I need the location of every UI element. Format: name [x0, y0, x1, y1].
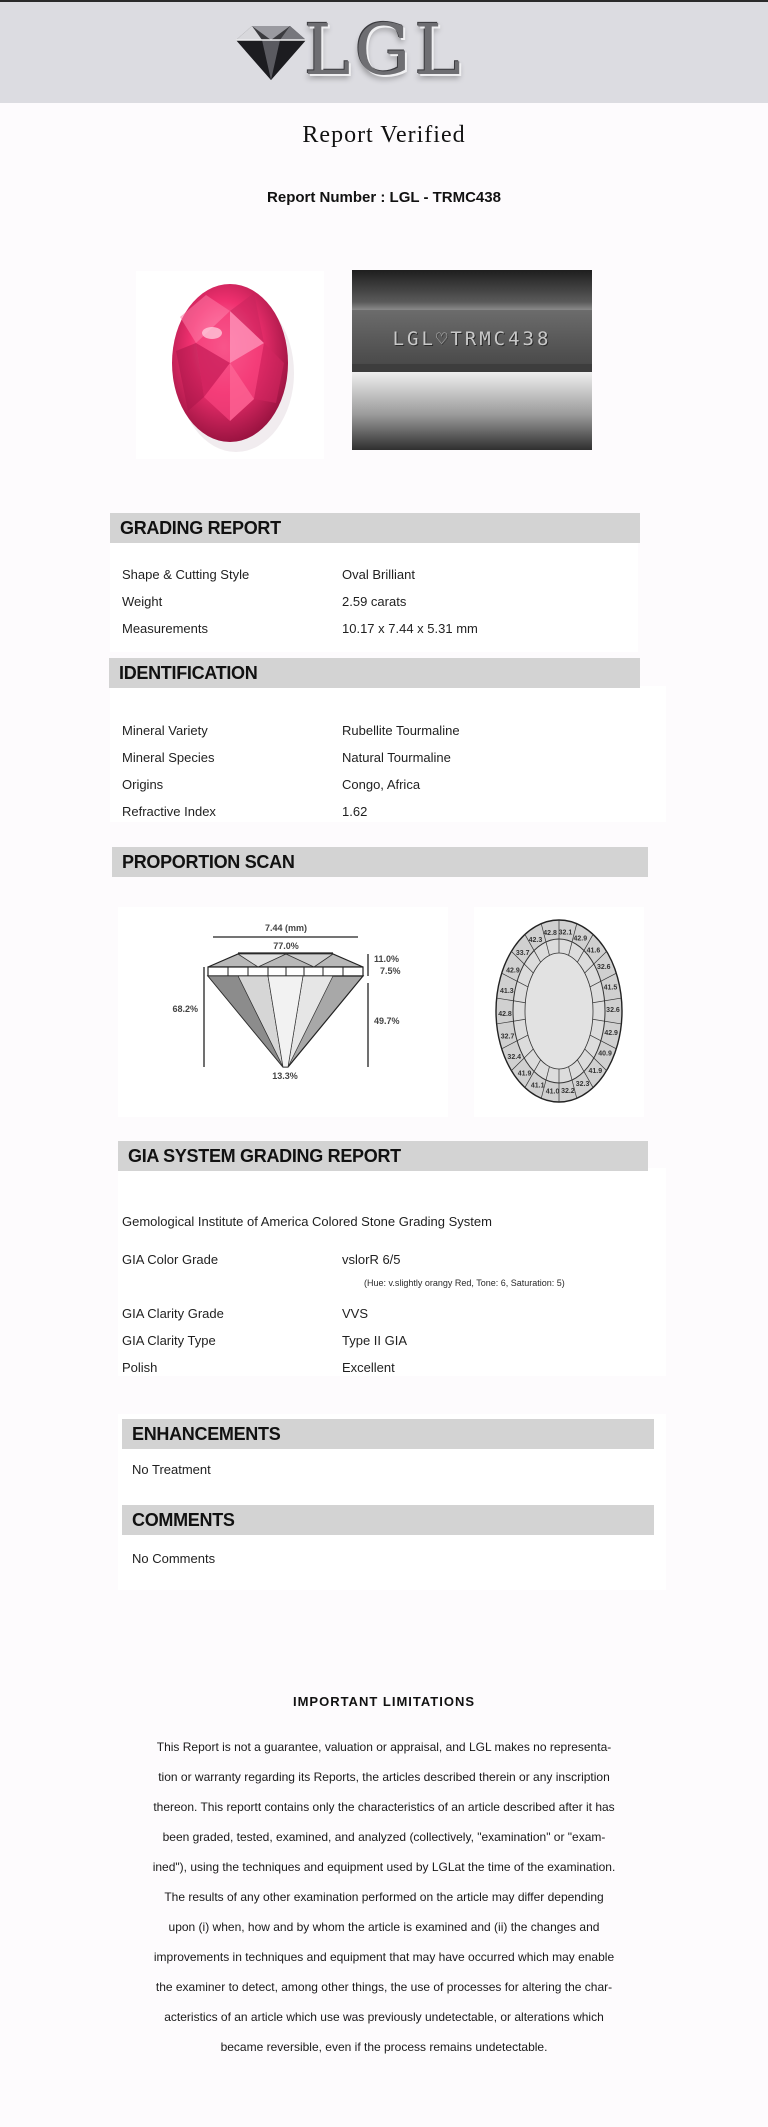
top-view-facet-label: 33.7	[515, 949, 530, 957]
limitations-line: thereon. This reportt contains only the characteristics of an article described after it has	[153, 1800, 615, 1814]
id-value-variety: Rubellite Tourmaline	[342, 723, 460, 738]
limitations-line: the examiner to detect, among other things, the use of processes for altering the char-	[155, 1980, 613, 1994]
profile-culet-label: 13.3%	[272, 1071, 298, 1081]
enhancements-heading: ENHANCEMENTS	[122, 1419, 654, 1449]
limitations-line: became reversible, even if the process remains undetectable.	[220, 2040, 548, 2054]
top-view-facet-label: 42.8	[543, 930, 557, 938]
oval-gem-image	[136, 271, 324, 459]
gia-label-polish: Polish	[122, 1360, 158, 1375]
id-label-origins: Origins	[122, 777, 164, 792]
laser-inscription: LGL♡TRMC438	[392, 328, 552, 350]
top-view-facet-label: 42.3	[528, 937, 543, 945]
top-view-facet-label: 40.9	[598, 1050, 612, 1058]
limitations-line: improvements in techniques and equipment that may have occurred which may enable	[153, 1950, 615, 1964]
top-view-facet-label: 42.9	[506, 967, 520, 975]
gia-intro: Gemological Institute of America Colored Stone Grading System	[122, 1214, 492, 1229]
top-view-facet-label: 32.4	[507, 1053, 522, 1061]
profile-depth-label: 68.2%	[172, 1004, 198, 1014]
proportion-profile-diagram	[118, 907, 448, 1117]
diamond-logo-icon	[232, 22, 310, 82]
limitations-title: IMPORTANT LIMITATIONS	[292, 1694, 476, 1709]
limitations-line: ined"), using the techniques and equipment used by LGLat the time of the examination.	[152, 1860, 616, 1874]
top-view-facet-label: 42.8	[498, 1010, 512, 1018]
limitations-line: This Report is not a guarantee, valuation or appraisal, and LGL makes no representa-	[156, 1740, 612, 1754]
id-label-variety: Mineral Variety	[122, 723, 208, 738]
grading-report-heading: GRADING REPORT	[110, 513, 640, 543]
top-view-facet-label: 42.9	[573, 935, 588, 943]
comments-text: No Comments	[132, 1551, 216, 1566]
gia-value-clarity-type: Type II GIA	[342, 1333, 408, 1348]
grading-value-shape: Oval Brilliant	[342, 567, 415, 582]
grading-label-measurements: Measurements	[122, 621, 208, 636]
top-view-facet-label: 42.9	[604, 1029, 618, 1037]
top-view-facet-label: 32.6	[606, 1007, 620, 1015]
inscription-photo	[352, 270, 592, 450]
limitations-line: been graded, tested, examined, and analyzed (collectively, "examination" or "exam-	[162, 1830, 606, 1844]
gia-label-clarity-type: GIA Clarity Type	[122, 1333, 216, 1348]
top-view-facet-label: 32.3	[575, 1080, 590, 1088]
proportion-scan-heading: PROPORTION SCAN	[112, 847, 648, 877]
proportion-top-view-diagram	[474, 907, 644, 1117]
comments-heading: COMMENTS	[122, 1505, 654, 1535]
limitations-line: The results of any other examination performed on the article may differ depending	[164, 1890, 604, 1904]
top-view-facet-label: 41.1	[530, 1082, 545, 1090]
id-value-origins: Congo, Africa	[342, 777, 421, 792]
limitations-body	[114, 1732, 654, 2062]
top-view-facet-label: 32.1	[558, 929, 573, 937]
gia-value-polish: Excellent	[342, 1360, 395, 1375]
id-value-ri: 1.62	[342, 804, 368, 819]
limitations-line: acteristics of an article which use was previously undetectable, or alterations which	[164, 2010, 604, 2024]
profile-table-label: 77.0%	[273, 941, 299, 951]
limitations-line: tion or warranty regarding its Reports, the articles described therein or any inscription	[158, 1770, 610, 1784]
header-banner	[0, 2, 768, 103]
id-label-ri: Refractive Index	[122, 804, 216, 819]
identification-heading: IDENTIFICATION	[109, 658, 640, 688]
top-view-facet-label: 41.9	[588, 1068, 603, 1076]
top-view-facet-label: 32.6	[596, 964, 611, 972]
top-view-facet-label: 41.6	[586, 947, 601, 955]
top-view-facet-label: 41.3	[500, 988, 514, 996]
gia-heading: GIA SYSTEM GRADING REPORT	[118, 1141, 648, 1171]
id-label-species: Mineral Species	[122, 750, 215, 765]
logo-text: LGL	[304, 9, 465, 91]
top-view-facet-label: 41.0	[545, 1088, 560, 1096]
grading-value-measurements: 10.17 x 7.44 x 5.31 mm	[342, 621, 478, 636]
gia-value-clarity: VVS	[342, 1306, 369, 1321]
lgl-logo[interactable]	[232, 9, 492, 92]
grading-value-weight: 2.59 carats	[342, 594, 407, 609]
profile-crown-label: 11.0%	[374, 954, 400, 964]
gia-label-clarity: GIA Clarity Grade	[122, 1306, 224, 1321]
grading-label-shape: Shape & Cutting Style	[122, 567, 250, 582]
top-view-facet-label: 32.7	[500, 1033, 515, 1041]
report-number: Report Number : LGL - TRMC438	[267, 189, 501, 206]
gemstone-photo	[136, 271, 324, 459]
top-view-facet-label: 41.5	[603, 984, 618, 992]
gia-color-note: (Hue: v.slightly orangy Red, Tone: 6, Saturation: 5)	[364, 1278, 565, 1288]
profile-width-label: 7.44 (mm)	[264, 923, 308, 933]
page-title: Report Verified	[302, 122, 466, 148]
grading-label-weight: Weight	[122, 594, 163, 609]
gia-value-color: vslorR 6/5	[342, 1252, 401, 1267]
top-view-facet-label: 41.9	[517, 1070, 532, 1078]
profile-pavilion-label: 49.7%	[374, 1016, 400, 1026]
profile-girdle-label: 7.5%	[380, 966, 401, 976]
gia-label-color: GIA Color Grade	[122, 1252, 219, 1267]
top-view-facet-label: 32.2	[561, 1087, 575, 1095]
id-value-species: Natural Tourmaline	[342, 750, 451, 765]
enhancements-text: No Treatment	[132, 1462, 211, 1477]
limitations-line: upon (i) when, how and by whom the article is examined and (ii) the changes and	[168, 1920, 600, 1934]
